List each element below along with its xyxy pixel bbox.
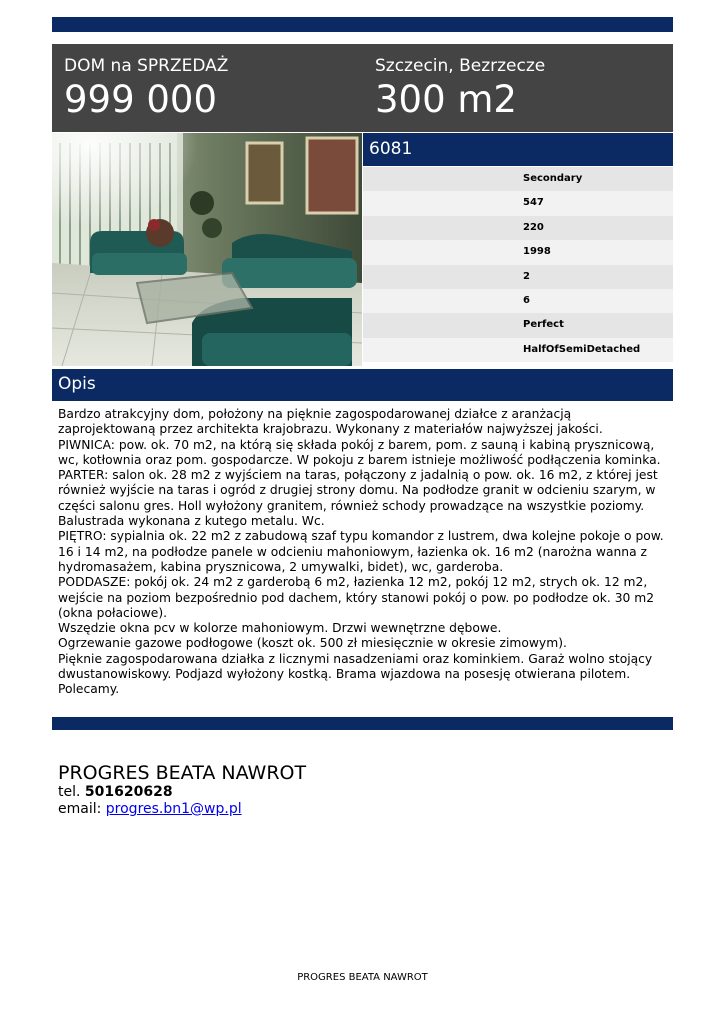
description-line: części salonu gres. Holl wyłożony granitem, również schody prowadzące na wszystkie poziomy.	[58, 498, 645, 513]
detail-row	[363, 265, 673, 289]
description-line: wejście na poziom bezpośrednio pod dachem, który stanowi pokój o pow. po podłodze ok. 30 m2	[58, 590, 655, 605]
detail-value: Perfect	[523, 319, 564, 331]
detail-value: 547	[523, 197, 544, 209]
description-line: również wyjście na taras i ogród z drugiej strony domu. Na podłodze granit w odcieniu szarym, w	[58, 483, 656, 498]
phone-label: tel.	[58, 784, 81, 800]
agent-phone-line	[58, 784, 306, 801]
listing-header	[52, 44, 673, 132]
description-line: Pięknie zagospodarowana działka z licznymi nasadzeniami oraz kominkiem. Garaż wolno stojący	[58, 651, 653, 666]
detail-row	[363, 289, 673, 313]
detail-row	[363, 338, 673, 362]
price: 999 000	[64, 78, 218, 121]
description-text	[58, 407, 670, 698]
property-type-label: DOM na SPRZEDAŻ	[64, 56, 229, 76]
detail-value: HalfOfSemiDetached	[523, 343, 641, 355]
listing-id-bar	[363, 133, 673, 166]
page-footer: PROGRES BEATA NAWROT	[297, 972, 428, 983]
email-link[interactable]: progres.bn1@wp.pl	[105, 801, 242, 817]
phone-number[interactable]: 501620628	[84, 784, 173, 800]
description-line: hydromasażem, kabina prysznicowa, 2 umywalki, bidet), wc, garderoba.	[58, 559, 504, 574]
price-block	[64, 56, 228, 122]
description-line: dwustanowiskowy. Podjazd wyłożony kostką. Brama wjazdowa na posesję otwierana pilotem.	[58, 667, 631, 682]
detail-value: Secondary	[523, 173, 583, 184]
detail-value: 220	[523, 221, 544, 233]
agent-contact	[58, 762, 306, 818]
description-line: 16 i 14 m2, na podłodze panele w odcieniu mahoniowym, łazienka ok. 16 m2 (narożna wanna z	[58, 544, 647, 559]
description-header	[52, 369, 673, 401]
location-block	[375, 56, 545, 122]
description-line: Balustrada wykonana z kutego metalu. Wc.	[58, 514, 325, 529]
top-accent-bar	[52, 17, 673, 32]
details-table	[363, 167, 673, 362]
description-line: PIWNICA: pow. ok. 70 m2, na którą się składa pokój z barem, pom. z sauną i kabiną prysznicową,	[58, 437, 655, 452]
description-line: (okna połaciowe).	[58, 605, 168, 620]
living-room-photo-icon	[52, 133, 362, 366]
email-label: email:	[58, 801, 102, 817]
agent-name: PROGRES BEATA NAWROT	[58, 762, 307, 784]
detail-row	[363, 191, 673, 215]
detail-value: 6	[523, 294, 530, 306]
description-line: Wszędzie okna pcv w kolorze mahoniowym. Drzwi wewnętrzne dębowe.	[58, 621, 502, 636]
description-line: PARTER: salon ok. 28 m2 z wyjściem na taras, połączony z jadalnią o pow. ok. 16 m2, z której jest	[58, 468, 658, 483]
description-line: wc, kotłownia oraz pom. gospodarcze. W pokoju z barem istnieje możliwość podłączenia kominka.	[58, 452, 661, 467]
description-title: Opis	[58, 374, 96, 394]
description-line: Ogrzewanie gazowe podłogowe (koszt ok. 500 zł miesięcznie w okresie zimowym).	[58, 636, 567, 651]
detail-value: 2	[523, 270, 530, 282]
detail-value: 1998	[523, 246, 551, 258]
agent-email-line	[58, 801, 306, 818]
bottom-accent-bar	[52, 717, 673, 730]
detail-row	[363, 240, 673, 264]
description-line: PODDASZE: pokój ok. 24 m2 z garderobą 6 m2, łazienka 12 m2, pokój 12 m2, strych ok. 12 m2,	[58, 575, 648, 590]
description-line: PIĘTRO: sypialnia ok. 22 m2 z zabudową szaf typu komandor z lustrem, dwa kolejne pokoje o pow.	[58, 529, 664, 544]
description-line: zaprojektowaną przez architekta krajobrazu. Wykonany z materiałów najwyższej jakości.	[58, 422, 603, 437]
location: Szczecin, Bezrzecze	[375, 56, 546, 76]
detail-row	[363, 167, 673, 191]
description-line: Polecamy.	[58, 682, 120, 697]
description-line: Bardzo atrakcyjny dom, położony na pięknie zagospodarowanej działce z aranżacją	[58, 407, 572, 421]
detail-row	[363, 216, 673, 240]
listing-id: 6081	[369, 139, 413, 159]
property-photo	[52, 133, 362, 366]
detail-row	[363, 313, 673, 337]
area: 300 m2	[375, 78, 517, 121]
